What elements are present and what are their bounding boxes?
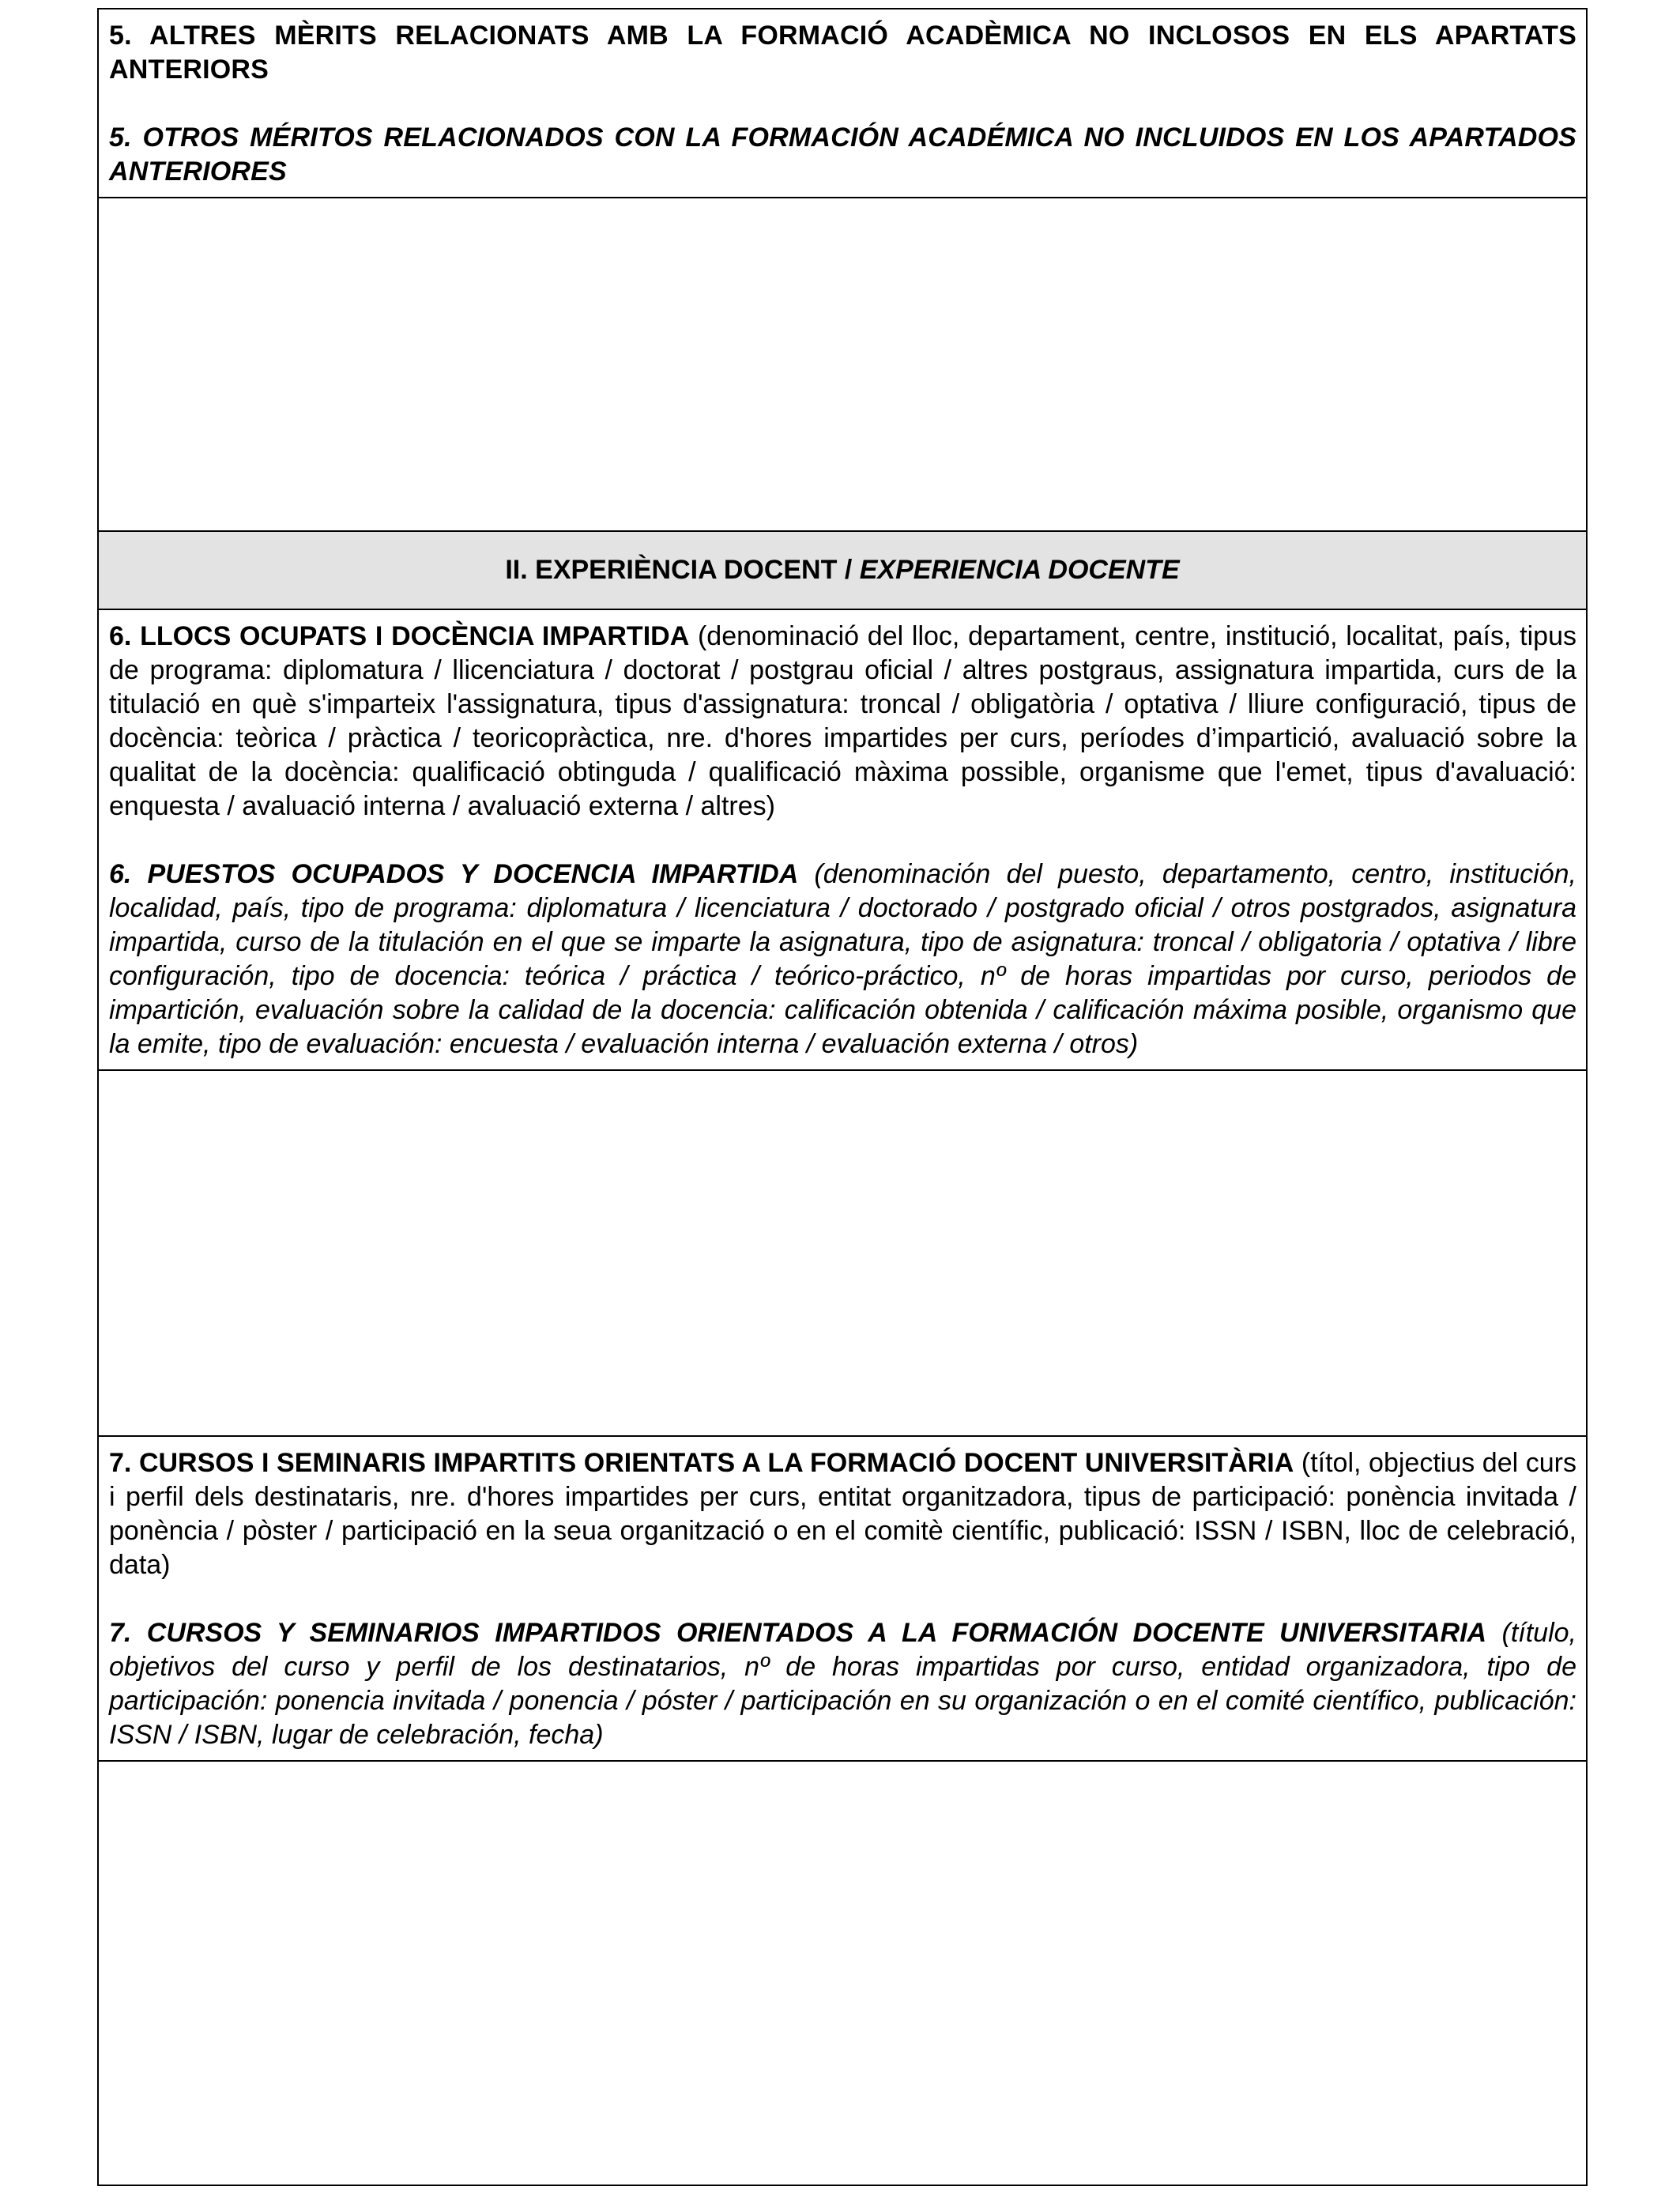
section-5-entry-field[interactable]: [99, 198, 1586, 532]
section-6-body-es: (denominación del puesto, departamento, centro, institución, localidad, país, tipo de programa: diplomatura / licenciatura / doctorado / postgrado oficial / otros postgrados, asignatura impartida, curso de la titulación en el que se imparte la asignatura, tipo de asignatura: troncal / obligatoria / optativa / libre configuración, tipo de docencia: teórica / práctica / teórico-práctico, nº de horas impartidas por curso, periodos de impartición, evaluación sobre la calidad de la docencia: calificación obtenida / calificación máxima posible, organismo que la emite, tipo de evaluación: encuesta / evaluación interna / evaluación externa / otros): [109, 859, 1576, 1059]
section-7-entry-field[interactable]: [99, 1762, 1586, 2185]
section-5-title-ca: 5. ALTRES MÈRITS RELACIONATS AMB LA FORMACIÓ ACADÈMICA NO INCLOSOS EN ELS APARTATS ANTERIORS: [109, 21, 1576, 85]
section-7-heading-ca: 7. CURSOS I SEMINARIS IMPARTITS ORIENTATS A LA FORMACIÓ DOCENT UNIVERSITÀRIA: [109, 1448, 1294, 1478]
section-7-text-es: [109, 1616, 1576, 1752]
section-7-heading-es: 7. CURSOS Y SEMINARIOS IMPARTIDOS ORIENTADOS A LA FORMACIÓN DOCENTE UNIVERSITARIA: [109, 1618, 1487, 1648]
section-6-heading-ca: 6. LLOCS OCUPATS I DOCÈNCIA IMPARTIDA: [109, 621, 690, 651]
section-7-header: [99, 1437, 1586, 1762]
section-5-title-es: 5. OTROS MÉRITOS RELACIONADOS CON LA FORMACIÓN ACADÉMICA NO INCLUIDOS EN LOS APARTADOS ANTERIORES: [109, 123, 1576, 187]
section-7-text-ca: [109, 1446, 1576, 1582]
section-6-body-ca: (denominació del lloc, departament, centre, institució, localitat, país, tipus de programa: diplomatura / llicenciatura / doctorat / postgrau oficial / altres postgraus, assignatura impartida, curs de la titulació en què s'imparteix l'assignatura, tipus d'assignatura: troncal / obligatòria / optativa / lliure configuració, tipus de docència: teòrica / pràctica / teoricopràctica, nre. d'hores impartides per curs, períodes d’impartició, avaluació sobre la qualitat de la docència: qualificació obtinguda / qualificació màxima possible, organisme que l'emet, tipus d'avaluació: enquesta / avaluació interna / avaluació externa / altres): [109, 621, 1576, 821]
section-7-body-ca: (títol, objectius del curs i perfil dels destinataris, nre. d'hores impartides per curs, entitat organitzadora, tipus de participació: ponència invitada / ponència / pòster / participació en la seua organització o en el comitè científic, publicació: ISSN / ISBN, lloc de celebració, data): [109, 1448, 1576, 1580]
section-ii-title-es: EXPERIENCIA DOCENTE: [859, 555, 1180, 585]
section-ii-header: [99, 532, 1586, 610]
cv-form-table: [97, 8, 1588, 2186]
section-6-entry-field[interactable]: [99, 1071, 1586, 1437]
section-5-header: [99, 9, 1586, 198]
section-6-text-ca: [109, 620, 1576, 824]
section-7-body-es: (título, objetivos del curso y perfil de los destinatarios, nº de horas impartidas por curso, entidad organizadora, tipo de participación: ponencia invitada / ponencia / póster / participación en su organización o en el comité científico, publicación: ISSN / ISBN, lugar de celebración, fecha): [109, 1618, 1576, 1750]
section-ii-title-ca: II. EXPERIÈNCIA DOCENT /: [505, 555, 860, 585]
section-6-text-es: [109, 858, 1576, 1061]
section-6-heading-es: 6. PUESTOS OCUPADOS Y DOCENCIA IMPARTIDA: [109, 859, 799, 889]
section-6-header: [99, 610, 1586, 1071]
